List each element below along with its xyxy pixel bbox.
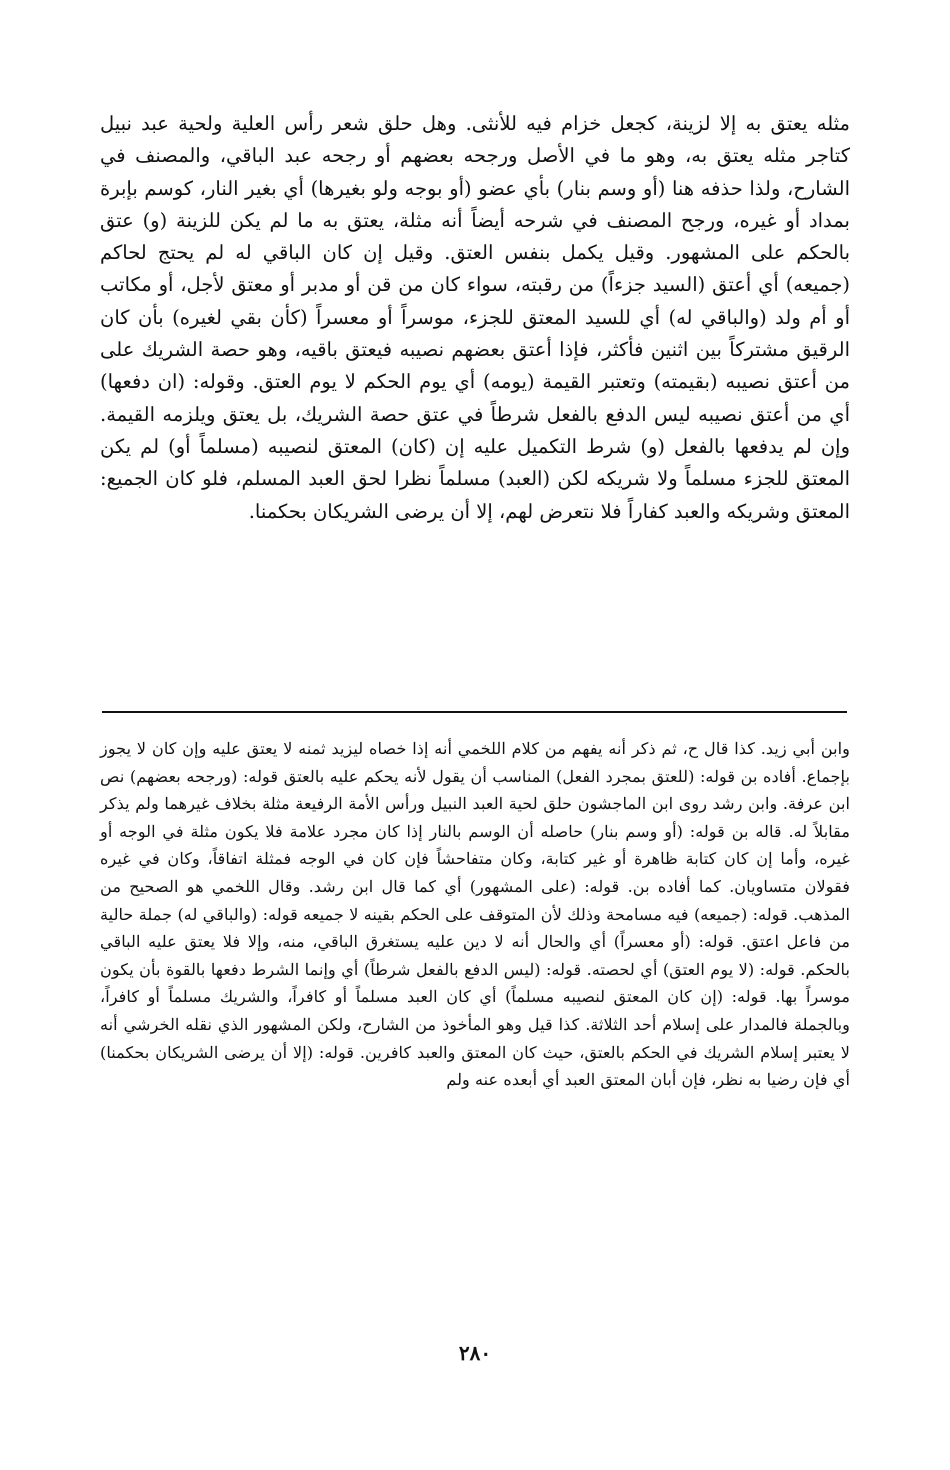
main-paragraph: مثله يعتق به إلا لزينة، كجعل خزام فيه للأنثى. وهل حلق شعر رأس العلية ولحية عبد نبيل كتاجر مثله يعتق به، وهو ما في الأصل ورجحه بعضهم أو رجحه عبد الباقي، والمصنف في الشارح، ولذا حذفه هنا (أو وسم بنار) بأي عضو (أو بوجه ولو بغيرها) أي بغير النار، كوسم بإبرة بمداد أو غيره، ورجح المصنف في شرحه أيضاً أنه مثلة، يعتق به ما لم يكن للزينة (و) عتق بالحكم على المشهور. وقيل يكمل بنفس العتق. وقيل إن كان الباقي له لم يحتج لحاكم (جميعه) أي أعتق (السيد جزءاً) من رقبته، سواء كان من قن أو مدبر أو معتق لأجل، أو مكاتب أو أم ولد (والباقي له) أي للسيد المعتق للجزء، موسراً أو معسراً (كأن بقي لغيره) بأن كان الرقيق مشتركاً بين اثنين فأكثر، فإذا أعتق بعضهم نصيبه فيعتق باقيه، وهو حصة الشريك على من أعتق نصيبه (بقيمته) وتعتبر القيمة (يومه) أي يوم الحكم لا يوم العتق. وقوله: (ان دفعها) أي من أعتق نصيبه ليس الدفع بالفعل شرطاً في عتق حصة الشريك، بل يعتق ويلزمه القيمة. وإن لم يدفعها بالفعل (و) شرط التكميل عليه إن (كان) المعتق لنصيبه (مسلماً أو) لم يكن المعتق للجزء مسلماً ولا شريكه لكن (العبد) مسلماً نظرا لحق العبد المسلم، فلو كان الجميع: المعتق وشريكه والعبد كفاراً فلا نتعرض لهم، إلا أن يرضى الشريكان بحكمنا. — [100, 112, 850, 523]
footnote-divider — [102, 711, 847, 713]
page-number: ٢٨٠ — [458, 1341, 492, 1365]
footnote-block — [100, 735, 850, 1094]
footnote-paragraph: وابن أبي زيد. كذا قال ح، ثم ذكر أنه يفهم من كلام اللخمي أنه إذا خصاه ليزيد ثمنه لا يعتق عليه وإن كان لا يجوز بإجماع. أفاده بن قوله: (للعتق بمجرد الفعل) المناسب أن يقول لأنه يحكم عليه بالعتق قوله: (ورجحه بعضهم) نص ابن عرفة. وابن رشد روى ابن الماجشون حلق لحية العبد النبيل ورأس الأمة الرفيعة مثلة بخلاف غيرهما ولم يذكر مقابلاً له. قاله بن قوله: (أو وسم بنار) حاصله أن الوسم بالنار إذا كان مجرد علامة فلا يكون مثلة في الوجه أو غيره، وأما إن كان كتابة ظاهرة أو غير كتابة، وكان متفاحشاً فإن كان في الوجه فمثلة اتفاقاً، وكان في غيره فقولان متساويان. كما أفاده بن. قوله: (على المشهور) أي كما قال ابن رشد. وقال اللخمي هو الصحيح من المذهب. قوله: (جميعه) فيه مسامحة وذلك لأن المتوقف على الحكم بقينه لا جميعه قوله: (والباقي له) جملة حالية من فاعل اعتق. قوله: (أو معسراً) أي والحال أنه لا دين عليه يستغرق الباقي، منه، وإلا فلا يعتق عليه الباقي بالحكم. قوله: (لا يوم العتق) أي لحصته. قوله: (ليس الدفع بالفعل شرطاً) أي وإنما الشرط دفعها بالقوة بأن يكون موسراً بها. قوله: (إن كان المعتق لنصيبه مسلماً) أي كان العبد مسلماً أو كافراً، والشريك مسلماً أو كافراً، وبالجملة فالمدار على إسلام أحد الثلاثة. كذا قيل وهو المأخوذ من الشارح، ولكن المشهور الذي نقله الخرشي أنه لا يعتبر إسلام الشريك في الحكم بالعتق، حيث كان المعتق والعبد كافرين. قوله: (إلا أن يرضى الشريكان بحكمنا) أي فإن رضيا به نظر، فإن أبان المعتق العبد أي أبعده عنه ولم — [100, 739, 850, 1090]
main-text-block — [100, 108, 850, 528]
